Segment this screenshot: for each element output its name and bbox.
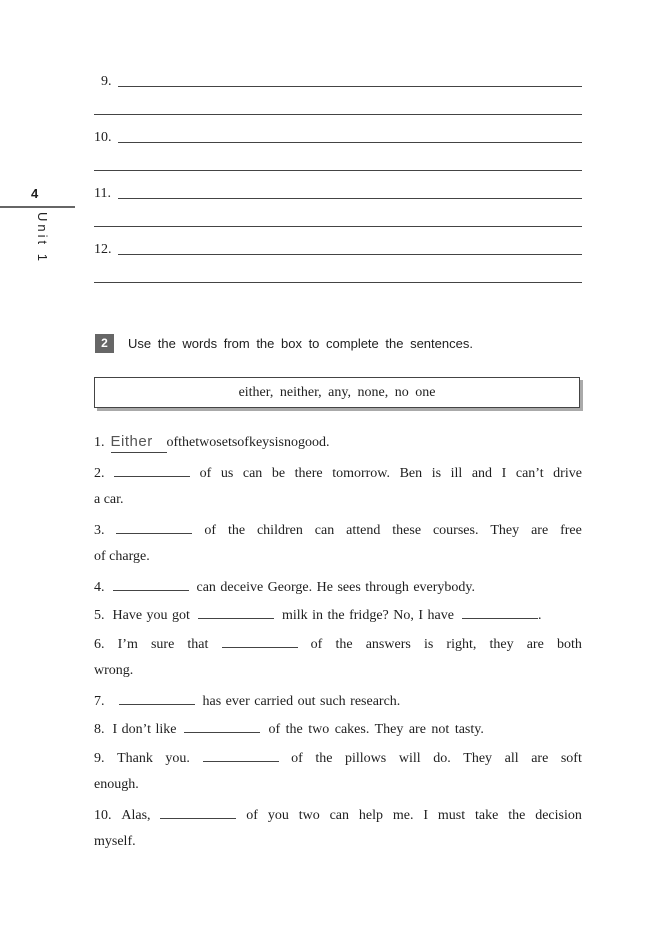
word: of (199, 466, 212, 481)
sentence-2-continued: a car. (94, 492, 124, 507)
word: They (490, 523, 520, 538)
word: they (489, 637, 514, 652)
word: right, (446, 637, 477, 652)
word: drive (553, 466, 582, 481)
word: are (531, 523, 549, 538)
sentence-6 (94, 633, 582, 655)
word: the (227, 523, 246, 538)
word: these (392, 523, 422, 538)
sentence-8 (94, 718, 582, 740)
word: can (314, 523, 335, 538)
word: tomorrow. (332, 466, 391, 481)
word: They (463, 751, 493, 766)
sentence-7 (94, 690, 582, 712)
word: Alas, (121, 808, 151, 823)
sentence-3-continued: of charge. (94, 549, 150, 564)
writing-line[interactable] (118, 254, 582, 255)
task-number-badge: 2 (95, 334, 114, 353)
word: the (178, 435, 196, 450)
word: both (556, 637, 582, 652)
word: and (471, 466, 493, 481)
word: Ben (399, 466, 423, 481)
writing-line[interactable] (94, 170, 582, 171)
word: the (335, 637, 353, 652)
answer-blank-filled[interactable]: Either (111, 432, 167, 453)
word: soft (560, 751, 582, 766)
sentence-number: 10. (94, 808, 112, 823)
word: of (166, 435, 179, 450)
writing-line[interactable] (118, 142, 582, 143)
word: answers (365, 637, 411, 652)
word: are (531, 751, 549, 766)
word: two (195, 435, 217, 450)
word: all (504, 751, 519, 766)
line-number-12: 12. (94, 242, 112, 257)
sentence-number: 2. (94, 466, 105, 481)
word: of (310, 637, 323, 652)
sentence-9-continued: enough. (94, 777, 139, 792)
word: the (508, 808, 526, 823)
sentence-number: 6. (94, 637, 105, 652)
word: the (315, 751, 333, 766)
sentence-number: 9. (94, 751, 105, 766)
word-box: either, neither, any, none, no one (94, 377, 580, 408)
word: me. (392, 808, 414, 823)
sentence-9 (94, 747, 582, 769)
writing-line[interactable] (94, 114, 582, 115)
task-instruction: Use the words from the box to complete the sentences. (128, 336, 473, 351)
word: of (204, 523, 217, 538)
word: sure (150, 637, 175, 652)
line-number-9: 9. (101, 74, 112, 89)
sentence-number: 7. (94, 694, 105, 709)
sentence-10-continued: myself. (94, 834, 136, 849)
writing-line[interactable] (118, 86, 582, 87)
sentence-number: 5. (94, 608, 105, 623)
sentence-end: . (537, 608, 542, 623)
answer-blank[interactable] (114, 462, 190, 477)
sentence-1 (94, 432, 582, 453)
word: pillows (345, 751, 387, 766)
sentence-number: 1. (94, 435, 105, 450)
answer-blank[interactable] (116, 519, 192, 534)
word: can’t (515, 466, 544, 481)
answer-blank[interactable] (203, 747, 279, 762)
word: is (431, 466, 442, 481)
sentence-text: I don’t like (112, 722, 177, 737)
sentence-text: has ever carried out such research. (202, 694, 401, 709)
word: courses. (432, 523, 479, 538)
word: I (501, 466, 507, 481)
sentence-text: of the two cakes. They are not tasty. (268, 722, 484, 737)
sentence-3 (94, 519, 582, 541)
word: decision (535, 808, 582, 823)
answer-blank[interactable] (184, 718, 260, 733)
word: no (283, 435, 298, 450)
sentence-6-continued: wrong. (94, 663, 134, 678)
sentence-text: can deceive George. He sees through everybody. (196, 580, 476, 595)
word: sets (216, 435, 238, 450)
writing-line[interactable] (94, 226, 582, 227)
answer-blank[interactable] (160, 804, 236, 819)
unit-label: Unit 1 (35, 212, 50, 264)
word: two (298, 808, 320, 823)
answer-blank[interactable] (119, 690, 195, 705)
word: you. (165, 751, 190, 766)
word: there (294, 466, 323, 481)
word: do. (433, 751, 451, 766)
word: of (246, 808, 258, 823)
answer-blank[interactable] (222, 633, 298, 648)
word: of (237, 435, 249, 450)
sentence-number: 3. (94, 523, 105, 538)
sentence-number: 8. (94, 722, 105, 737)
word: I (423, 808, 429, 823)
answer-blank[interactable] (462, 604, 538, 619)
word: help (358, 808, 384, 823)
word: keys (248, 435, 275, 450)
word: is (423, 637, 434, 652)
word: must (437, 808, 466, 823)
sentence-text: Have you got (112, 608, 190, 623)
answer-blank[interactable] (113, 576, 189, 591)
sentence-4 (94, 576, 582, 598)
sentence-text: milk in the fridge? No, I have (281, 608, 454, 623)
word: of (291, 751, 303, 766)
word: ill (450, 466, 463, 481)
word: can (329, 808, 350, 823)
word: Thank (117, 751, 153, 766)
sidebar-divider (0, 206, 75, 208)
word: attend (346, 523, 381, 538)
word: take (475, 808, 499, 823)
line-number-11: 11. (94, 186, 111, 201)
word: you (267, 808, 289, 823)
word: us (220, 466, 234, 481)
word: I’m (117, 637, 138, 652)
sentence-5 (94, 604, 582, 626)
word: that (187, 637, 209, 652)
word: be (271, 466, 286, 481)
writing-line[interactable] (118, 198, 582, 199)
word: children (256, 523, 303, 538)
word: is (274, 435, 284, 450)
sentence-number: 4. (94, 580, 105, 595)
answer-blank[interactable] (198, 604, 274, 619)
sentence-2 (94, 462, 582, 484)
word: are (526, 637, 544, 652)
word: will (398, 751, 421, 766)
word: free (560, 523, 582, 538)
line-number-10: 10. (94, 130, 112, 145)
word: good. (297, 435, 330, 450)
writing-line[interactable] (94, 282, 582, 283)
page-number: 4 (31, 186, 39, 201)
word: can (242, 466, 263, 481)
sentence-10 (94, 804, 582, 826)
